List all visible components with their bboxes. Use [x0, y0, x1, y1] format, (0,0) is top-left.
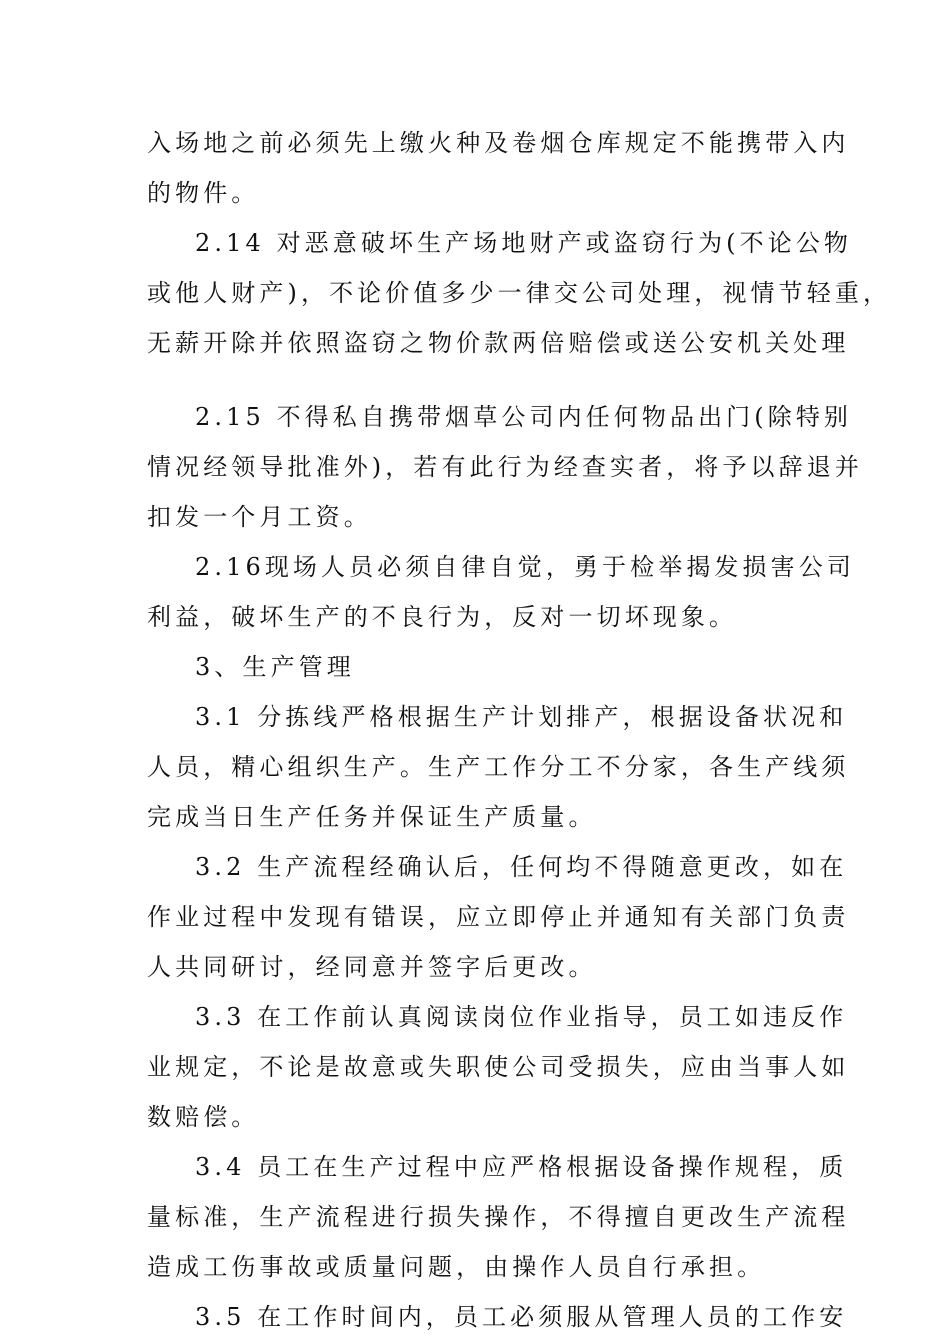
clause-2-16: 2.16现场人员必须自律自觉，勇于检举揭发损害公司 — [195, 553, 855, 581]
body-line: 人员，精心组织生产。生产工作分工不分家，各生产线须 — [147, 753, 850, 781]
clause-3-3: 3.3 在工作前认真阅读岗位作业指导，员工如违反作 — [195, 1003, 848, 1031]
clause-3-5: 3.5 在工作时间内，员工必须服从管理人员的工作安 — [195, 1303, 848, 1331]
body-line: 扣发一个月工资。 — [147, 503, 372, 531]
body-line: 无薪开除并依照盗窃之物价款两倍赔偿或送公安机关处理 — [147, 329, 850, 357]
body-line: 或他人财产)，不论价值多少一律交公司处理，视情节轻重， — [147, 279, 892, 307]
body-line: 情况经领导批准外)，若有此行为经查实者，将予以辞退并 — [147, 453, 863, 481]
body-line: 业规定，不论是故意或失职使公司受损失，应由当事人如 — [147, 1053, 850, 1081]
body-line: 量标准，生产流程进行损失操作，不得擅自更改生产流程 — [147, 1203, 850, 1231]
clause-2-14: 2.14 对恶意破坏生产场地财产或盗窃行为(不论公物 — [195, 229, 853, 257]
clause-2-15: 2.15 不得私自携带烟草公司内任何物品出门(除特别 — [195, 403, 853, 431]
body-line: 的物件。 — [147, 179, 260, 207]
body-line: 数赔偿。 — [147, 1103, 260, 1131]
body-line: 人共同研讨，经同意并签字后更改。 — [147, 953, 597, 981]
body-line: 入场地之前必须先上缴火种及卷烟仓库规定不能携带入内 — [147, 129, 850, 157]
section-heading-production-management: 3、生产管理 — [195, 653, 355, 681]
clause-3-4: 3.4 员工在生产过程中应严格根据设备操作规程，质 — [195, 1153, 848, 1181]
body-line: 作业过程中发现有错误，应立即停止并通知有关部门负责 — [147, 903, 850, 931]
body-line: 利益，破坏生产的不良行为，反对一切坏现象。 — [147, 603, 738, 631]
clause-3-1: 3.1 分拣线严格根据生产计划排产，根据设备状况和 — [195, 703, 848, 731]
body-line: 完成当日生产任务并保证生产质量。 — [147, 803, 597, 831]
body-line: 造成工伤事故或质量问题，由操作人员自行承担。 — [147, 1253, 766, 1281]
clause-3-2: 3.2 生产流程经确认后，任何均不得随意更改，如在 — [195, 853, 848, 881]
